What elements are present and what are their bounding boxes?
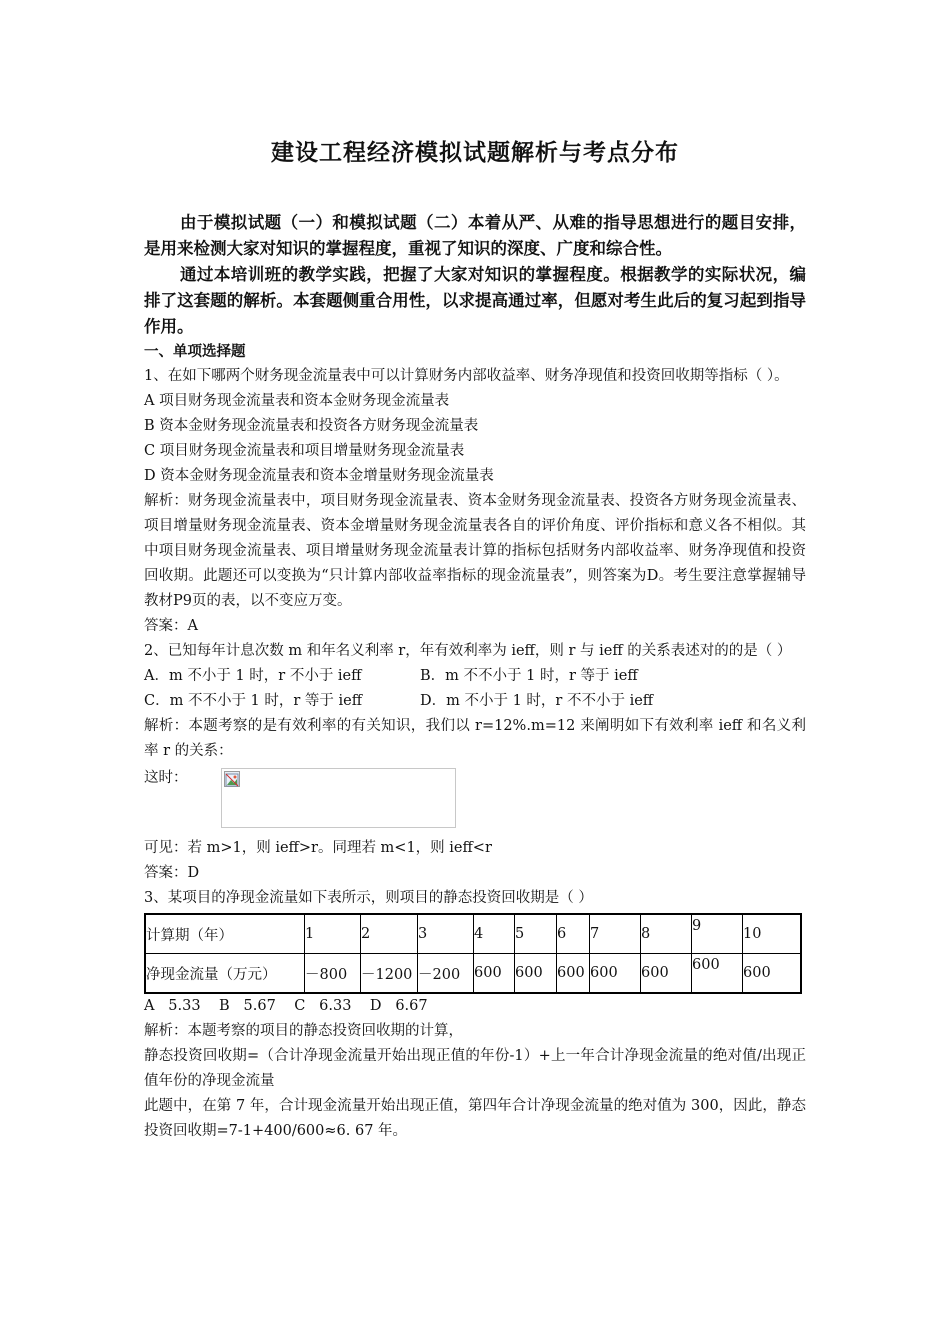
table-cell: 4 [474,914,515,954]
q3-stem: 3、某项目的净现金流量如下表所示，则项目的静态投资回收期是（ ） [144,890,593,906]
table-cell: 600 [641,954,692,994]
formula-image-placeholder [221,768,456,828]
q2-options-row-1 [144,664,806,689]
q1-option-b: B 资本金财务现金流量表和投资各方财务现金流量表 [144,418,479,434]
table-cell: 6 [557,914,590,954]
table-row-periods [145,914,801,954]
table-cell: 1 [305,914,361,954]
q1-analysis: 解析：财务现金流量表中，项目财务现金流量表、资本金财务现金流量表、投资各方财务现金流量表、项目增量财务现金流量表、资本金增量财务现金流量表各自的评价角度、评价指标和意义各不相似。其中项目财务现金流量表、项目增量财务现金流量表计算的指标包括财务内部收益率、财务净现值和投资回收期。此题还可以变换为“只计算内部收益率指标的现金流量表”，则答案为D。考生要注意掌握辅导教材P9页的表，以不变应万变。 [144,493,806,609]
q2-formula-label: 这时： [144,770,188,786]
table-cell: －200 [418,954,474,994]
table-cell: 7 [590,914,641,954]
q1-option-d: D 资本金财务现金流量表和资本金增量财务现金流量表 [144,468,494,484]
q2-option-c: C．m 不不小于 1 时，r 等于 ieff [144,693,363,709]
table-row-cashflow [145,954,801,994]
q2-options-row-2 [144,689,806,714]
q2-conclusion: 可见：若 m>1，则 ieff>r。同理若 m<1，则 ieff<r [144,840,492,856]
table-cell: －1200 [361,954,418,994]
table-cell: 2 [361,914,418,954]
q2-option-a: A．m 不小于 1 时，r 不小于 ieff [144,668,362,684]
table-cell: 8 [641,914,692,954]
intro-paragraph-2: 通过本培训班的教学实践，把握了大家对知识的掌握程度。根据教学的实际状况，编排了这套题的解析。本套题侧重合用性，以求提高通过率，但愿对考生此后的复习起到指导作用。 [144,265,806,336]
q1-stem: 1、在如下哪两个财务现金流量表中可以计算财务内部收益率、财务净现值和投资回收期等指标（ ）。 [144,368,789,384]
cash-flow-table [144,913,802,994]
table-cell [692,914,743,954]
table-cell: 600 [557,954,590,994]
table-cell-text: 9 [692,918,702,934]
table-cell: 600 [474,954,515,994]
table-cell-text: 600 [692,957,720,973]
table-cell: 600 [590,954,641,994]
q3-analysis-1: 解析：本题考察的项目的静态投资回收期的计算， [144,1023,463,1039]
broken-image-glyph [225,773,239,787]
q2-answer: 答案：D [144,865,200,881]
table-cell: －800 [305,954,361,994]
q2-stem: 2、已知每年计息次数 m 和年名义利率 r，年有效利率为 ieff，则 r 与 ieff 的关系表述对的的是（ ） [144,643,792,659]
q1-option-a: A 项目财务现金流量表和资本金财务现金流量表 [144,393,450,409]
table-cell: 600 [743,954,802,994]
section-heading: 一、单项选择题 [144,344,246,360]
table-cell: 600 [515,954,557,994]
q2-formula-row [144,766,806,836]
intro-paragraph-1: 由于模拟试题（一）和模拟试题（二）本着从严、从难的指导思想进行的题目安排，是用来检测大家对知识的掌握程度，重视了知识的深度、广度和综合性。 [144,213,806,258]
document-title: 建设工程经济模拟试题解析与考点分布 [271,139,679,166]
q2-option-d: D．m 不小于 1 时，r 不不小于 ieff [420,693,654,709]
document-body [144,210,806,1144]
q1-answer: 答案：A [144,618,198,634]
q3-options: A 5.33 B 5.67 C 6.33 D 6.67 [144,998,428,1014]
q3-analysis-3: 此题中，在第 7 年，合计现金流量开始出现正值，第四年合计净现金流量的绝对值为 300，因此，静态投资回收期=7-1+400/600≈6. 67 年。 [144,1098,806,1139]
q2-option-b: B．m 不不小于 1 时，r 等于 ieff [420,668,638,684]
table-cell: 3 [418,914,474,954]
broken-image-icon [224,771,240,787]
q3-analysis-2: 静态投资回收期=（合计净现金流量开始出现正值的年份-1）+上一年合计净现金流量的绝对值/出现正值年份的净现金流量 [144,1048,806,1089]
table-cell: 5 [515,914,557,954]
q1-option-c: C 项目财务现金流量表和项目增量财务现金流量表 [144,443,465,459]
table-header-period: 计算期（年） [145,914,305,954]
q2-analysis: 解析：本题考察的是有效利率的有关知识，我们以 r=12%.m=12 来阐明如下有效利率 ieff 和名义利率 r 的关系： [144,718,806,759]
table-header-cashflow: 净现金流量（万元） [145,954,305,994]
table-cell: 10 [743,914,802,954]
table-cell [692,954,743,994]
